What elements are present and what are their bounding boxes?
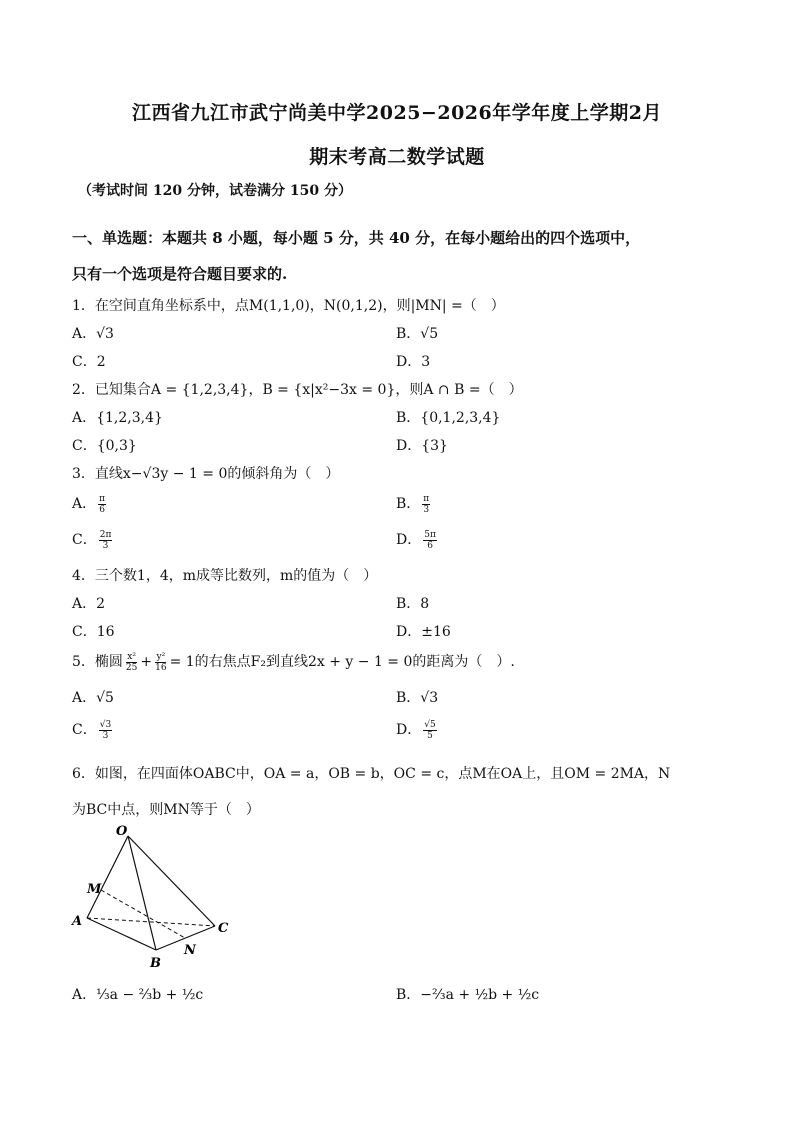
question-6-option-a: A．⅓a − ⅔b + ½c — [72, 987, 204, 1003]
question-6-option-b: B．−⅔a + ½b + ½c — [396, 987, 540, 1003]
section-heading-line1: 一、单选题：本题共 8 小题，每小题 5 分，共 40 分，在每小题给出的四个选项中， — [72, 229, 641, 247]
fraction — [99, 530, 113, 551]
fraction-numerator: √3 — [99, 719, 112, 730]
fraction-denominator: 3 — [102, 730, 109, 741]
section-heading-line2: 只有一个选项是符合题目要求的. — [72, 265, 288, 283]
fraction-denominator: 25 — [125, 662, 138, 673]
fraction-denominator: 16 — [155, 662, 167, 673]
question-1-option-c: C．2 — [72, 354, 106, 370]
fraction-denominator: 3 — [423, 504, 430, 515]
question-3-option-d — [396, 529, 439, 551]
option-label: A． — [72, 496, 97, 512]
fraction — [422, 494, 430, 515]
question-5-option-a: A．√5 — [72, 690, 114, 706]
fraction-denominator: 6 — [99, 504, 105, 515]
option-label: C． — [72, 532, 97, 548]
fraction — [423, 530, 437, 551]
option-label: B． — [396, 496, 421, 512]
exam-title-line2: 期末考高二数学试题 — [309, 146, 485, 168]
question-2-option-c: C．{0,3} — [72, 438, 137, 454]
fraction-numerator: 5π — [424, 529, 436, 540]
question-2-option-b: B．{0,1,2,3,4} — [396, 410, 501, 426]
fraction — [98, 494, 106, 515]
label-n: N — [184, 943, 196, 958]
question-5-stem — [72, 651, 515, 673]
fraction-numerator: 2π — [99, 529, 112, 540]
question-5-option-d — [396, 719, 439, 741]
fraction — [125, 652, 138, 673]
label-a: A — [72, 914, 83, 929]
label-b: B — [150, 956, 161, 971]
question-5-option-b: B．√3 — [396, 690, 439, 706]
option-label: D． — [396, 532, 422, 548]
edge-oa — [87, 836, 128, 918]
question-4-option-a: A．2 — [72, 596, 106, 612]
question-3-option-c — [72, 529, 114, 551]
edge-ac-dashed — [87, 918, 215, 926]
tetrahedron-figure — [70, 822, 240, 976]
option-label: C． — [72, 722, 97, 738]
fraction-numerator: x² — [127, 651, 136, 662]
tetrahedron-diagram — [70, 822, 240, 972]
question-3-option-b — [396, 493, 432, 515]
question-1-option-a: A．√3 — [72, 326, 114, 342]
label-c: C — [218, 921, 229, 936]
fraction-denominator: 5 — [427, 730, 433, 741]
question-3-stem: 3．直线x−√3y − 1 = 0的倾斜角为（ ） — [72, 466, 340, 482]
question-5-option-c — [72, 719, 114, 741]
question-1-option-d: D．3 — [396, 354, 431, 370]
fraction — [154, 652, 167, 673]
label-o: O — [116, 824, 128, 839]
question-2-option-a: A．{1,2,3,4} — [72, 410, 163, 426]
plus-sign: + — [140, 654, 153, 670]
question-4-option-d: D．±16 — [396, 624, 451, 640]
fraction-denominator: 3 — [102, 540, 109, 551]
fraction-numerator: π — [99, 493, 106, 504]
edge-ab — [87, 918, 156, 950]
question-2-option-d: D．{3} — [396, 438, 448, 454]
label-m: M — [87, 882, 102, 897]
option-label: D． — [396, 722, 422, 738]
fraction-numerator: π — [423, 493, 430, 504]
fraction — [99, 720, 112, 741]
question-4-option-b: B．8 — [396, 596, 430, 612]
question-2-stem: 2．已知集合A = {1,2,3,4}，B = {x|x²−3x = 0}，则A ∩ B =（ ） — [72, 382, 523, 398]
fraction-numerator: √5 — [424, 719, 436, 730]
question-1-stem: 1．在空间直角坐标系中，点M(1,1,0)，N(0,1,2)，则|MN| =（ ） — [72, 298, 505, 314]
question-5-stem-prefix: 5．椭圆 — [72, 654, 123, 670]
exam-title-line1: 江西省九江市武宁尚美中学2025−2026年学年度上学期2月 — [132, 102, 662, 124]
fraction — [423, 720, 436, 741]
edge-ob — [128, 836, 156, 950]
question-5-stem-suffix: = 1的右焦点F₂到直线2x + y − 1 = 0的距离为（ ）. — [169, 654, 515, 670]
question-4-option-c: C．16 — [72, 624, 115, 640]
question-6-stem-line1: 6．如图，在四面体OABC中，OA = a，OB = b，OC = c，点M在OA上，且OM = 2MA，N — [72, 766, 671, 782]
question-1-option-b: B．√5 — [396, 326, 439, 342]
question-4-stem: 4．三个数1，4，m成等比数列，m的值为（ ） — [72, 568, 378, 584]
question-6-stem-line2: 为BC中点，则MN等于（ ） — [72, 802, 260, 818]
fraction-denominator: 6 — [427, 540, 433, 551]
exam-time-note: （考试时间 120 分钟，试卷满分 150 分） — [78, 183, 352, 199]
fraction-numerator: y² — [156, 651, 166, 662]
question-3-option-a — [72, 493, 108, 515]
